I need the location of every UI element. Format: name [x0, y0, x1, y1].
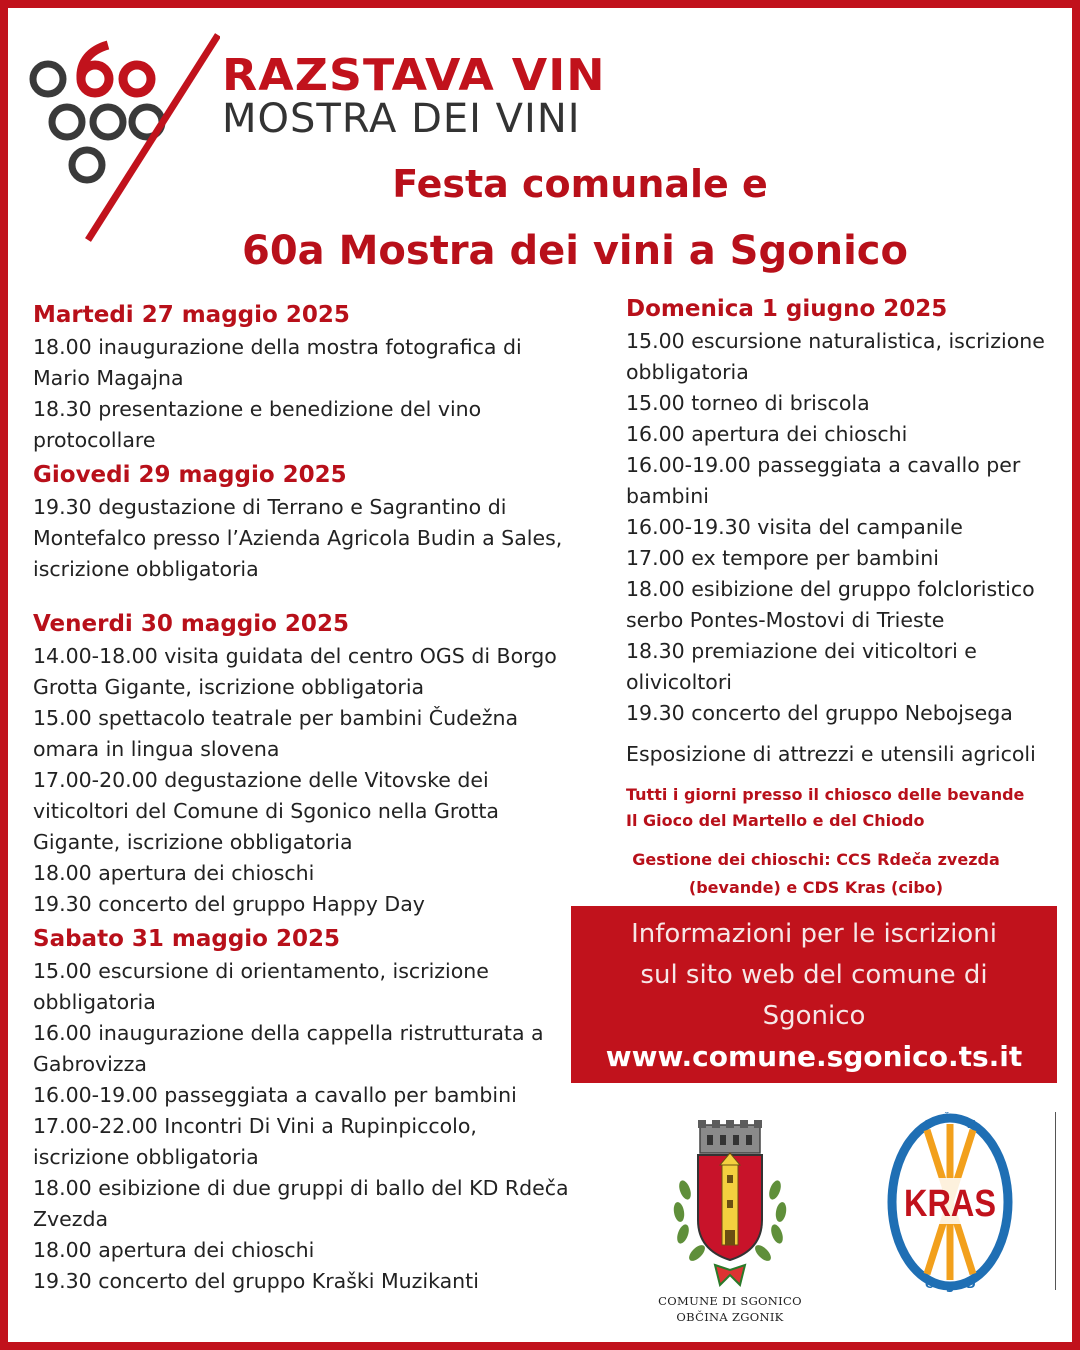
- day-martedi: [33, 298, 573, 456]
- event-item: 16.00-19.30 visita del campanile: [626, 515, 963, 539]
- divider-line: [1055, 1112, 1056, 1290]
- daily-note-line: Tutti i giorni presso il chiosco delle bevande: [626, 785, 1025, 804]
- event-item: 17.00 ex tempore per bambini: [626, 546, 939, 570]
- event-item: 16.00-19.00 passeggiata a cavallo per bambini: [33, 1083, 517, 1107]
- day-giovedi: [33, 458, 573, 585]
- day-domenica: [626, 292, 1066, 729]
- event-item: 14.00-18.00 visita guidata del centro OGS di Borgo Grotta Gigante, iscrizione obbligatoria: [33, 644, 557, 699]
- event-item: 16.00 apertura dei chioschi: [626, 422, 908, 446]
- program-left-column: [33, 298, 573, 1297]
- kras-club-logo: [885, 1112, 1015, 1292]
- info-line: sul sito web del comune di: [640, 960, 988, 990]
- kras-logo-text: KRAS: [904, 1183, 996, 1225]
- registration-info-box: [571, 906, 1057, 1083]
- kiosk-management-line: (bevande) e CDS Kras (cibo): [688, 878, 944, 897]
- crest-caption-slovene: OBČINA ZGONIK: [676, 1310, 784, 1324]
- event-item: 18.00 apertura dei chioschi: [33, 861, 315, 885]
- kiosk-management-line: Gestione dei chioschi: CCS Rdeča zvezda: [632, 850, 1000, 869]
- event-item: 15.00 torneo di briscola: [626, 391, 870, 415]
- kras-letter: K: [966, 1118, 976, 1131]
- daily-note: [626, 782, 1066, 834]
- daily-note-line: Il Gioco del Martello e del Chiodo: [626, 811, 925, 830]
- event-item: 16.00 inaugurazione della cappella ristrutturata a Gabrovizza: [33, 1021, 544, 1076]
- day-heading: Sabato 31 maggio 2025: [33, 926, 341, 952]
- event-item: 18.30 premiazione dei viticoltori e olivicoltori: [626, 639, 977, 694]
- day-venerdi: [33, 607, 573, 920]
- event-item: 15.00 spettacolo teatrale per bambini Čudežna omara in lingua slovena: [33, 706, 519, 761]
- day-heading: Domenica 1 giugno 2025: [626, 296, 948, 322]
- municipality-crest-icon: [665, 1120, 795, 1295]
- event-item: 19.30 degustazione di Terrano e Sagrantino di Montefalco presso l’Azienda Agricola Budin a Sales, iscrizione obbligatoria: [33, 495, 563, 581]
- crest-caption-italian: COMUNE DI SGONICO: [658, 1294, 802, 1308]
- event-title-line2: 60a Mostra dei vini a Sgonico: [242, 228, 908, 274]
- event-item: 18.00 inaugurazione della mostra fotografica di Mario Magajna: [33, 335, 522, 390]
- event-item: 17.00-20.00 degustazione delle Vitovske dei viticoltori del Comune di Sgonico nella Grotta Gigante, iscrizione obbligatoria: [33, 768, 499, 854]
- event-item: 15.00 escursione naturalistica, iscrizione obbligatoria: [626, 329, 1045, 384]
- event-title-line1: Festa comunale e: [392, 162, 768, 206]
- kras-letter: A: [922, 1118, 932, 1131]
- event-item: 19.30 concerto del gruppo Kraški Muzikanti: [33, 1269, 479, 1293]
- kiosk-management: [616, 846, 1016, 902]
- kras-letter: C: [924, 1278, 934, 1291]
- event-item: 19.30 concerto del gruppo Nebojsega: [626, 701, 1013, 725]
- program-right-column: [626, 292, 1066, 902]
- event-item: 18.00 esibizione del gruppo folcloristico serbo Pontes-Mostovi di Trieste: [626, 577, 1035, 632]
- wine-grapes-logo: [20, 30, 220, 245]
- event-item: 18.00 esibizione di due gruppi di ballo del KD Rdeča Zvezda: [33, 1176, 569, 1231]
- event-item: 15.00 escursione di orientamento, iscrizione obbligatoria: [33, 959, 489, 1014]
- day-sabato: [33, 922, 573, 1297]
- event-item: 16.00-19.00 passeggiata a cavallo per bambini: [626, 453, 1021, 508]
- info-line: Informazioni per le iscrizioni: [631, 919, 997, 949]
- event-item: 17.00-22.00 Incontri Di Vini a Rupinpiccolo, iscrizione obbligatoria: [33, 1114, 477, 1169]
- kras-letter: Š: [946, 1282, 954, 1292]
- brand-title-slovene: RAZSTAVA VIN: [222, 50, 606, 101]
- day-heading: Martedi 27 maggio 2025: [33, 302, 350, 328]
- event-item: 19.30 concerto del gruppo Happy Day: [33, 892, 425, 916]
- kras-letter: D: [966, 1278, 976, 1291]
- info-line: Sgonico: [762, 1001, 866, 1031]
- website-link[interactable]: www.comune.sgonico.ts.it: [605, 1040, 1023, 1073]
- expo-text: Esposizione di attrezzi e utensili agricoli: [626, 742, 1036, 766]
- kras-letter: Š: [943, 1112, 951, 1125]
- day-heading: Venerdi 30 maggio 2025: [33, 611, 349, 637]
- event-item: 18.00 apertura dei chioschi: [33, 1238, 315, 1262]
- brand-title-italian: MOSTRA DEI VINI: [222, 96, 581, 142]
- event-item: 18.30 presentazione e benedizione del vino protocollare: [33, 397, 482, 452]
- day-heading: Giovedi 29 maggio 2025: [33, 462, 347, 488]
